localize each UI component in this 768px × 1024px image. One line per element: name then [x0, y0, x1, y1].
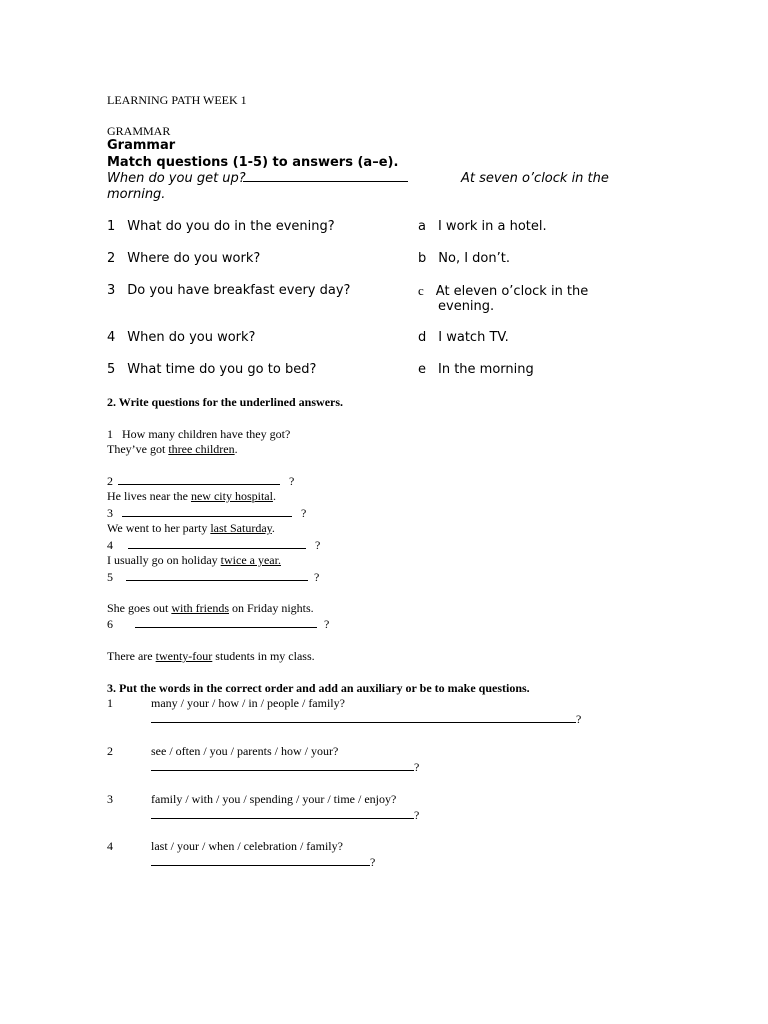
section-label: GRAMMAR [107, 124, 171, 138]
question-blank: ? [151, 760, 419, 775]
question-item: 2 Where do you work? [107, 251, 261, 266]
answer-line[interactable] [135, 617, 317, 628]
example-answer-continued: morning. [107, 187, 166, 202]
exercise-number: 1 [107, 696, 113, 710]
question-blank: 2 ? [107, 474, 295, 488]
word-prompt: many / your / how / in / people / family? [151, 696, 345, 710]
answer-text: There are twenty-four students in my class. [107, 649, 315, 663]
answer-item: c At eleven o’clock in the [418, 283, 589, 299]
answer-text: She goes out with friends on Friday nights. [107, 601, 314, 615]
question-item: 3 Do you have breakfast every day? [107, 283, 351, 298]
example-answer-line [243, 171, 408, 182]
answer-line[interactable] [122, 506, 292, 517]
word-prompt: last / your / when / celebration / family? [151, 839, 343, 853]
exercise-number: 3 [107, 792, 113, 806]
section-heading: Grammar [107, 138, 176, 153]
example-question: When do you get up? [107, 171, 408, 186]
question-blank: 6 ? [107, 617, 330, 631]
match-instruction: Match questions (1-5) to answers (a–e). [107, 155, 399, 170]
word-prompt: see / often / you / parents / how / your? [151, 744, 339, 758]
exercise-number: 2 [107, 744, 113, 758]
answer-line[interactable] [118, 474, 280, 485]
answer-item-continued: evening. [438, 299, 495, 314]
section-3-heading: 3. Put the words in the correct order and add an auxiliary or be to make questions. [107, 681, 530, 695]
question-blank: 5 ? [107, 570, 320, 584]
answer-line[interactable] [128, 538, 306, 549]
question-blank: ? [151, 855, 375, 870]
answer-text: I usually go on holiday twice a year. [107, 553, 281, 567]
question-item: 1 What do you do in the evening? [107, 219, 335, 234]
answer-line[interactable] [151, 855, 370, 866]
answer-text: He lives near the new city hospital. [107, 489, 276, 503]
section-2-heading: 2. Write questions for the underlined answers. [107, 395, 344, 409]
question-blank: ? [151, 712, 581, 727]
question-blank: 3 ? [107, 506, 307, 520]
exercise-number: 4 [107, 839, 113, 853]
question-item: 1 How many children have they got? [107, 427, 291, 441]
document-title: LEARNING PATH WEEK 1 [107, 93, 247, 107]
question-blank: ? [151, 808, 419, 823]
example-answer: At seven o’clock in the [461, 171, 609, 186]
answer-item: e In the morning [418, 362, 534, 377]
answer-text: They’ve got three children. [107, 442, 238, 456]
answer-line[interactable] [151, 760, 414, 771]
answer-item: d I watch TV. [418, 330, 509, 345]
question-item: 5 What time do you go to bed? [107, 362, 317, 377]
answer-line[interactable] [151, 712, 576, 723]
answer-text: We went to her party last Saturday. [107, 521, 275, 535]
answer-line[interactable] [151, 808, 414, 819]
word-prompt: family / with / you / spending / your / time / enjoy? [151, 792, 397, 806]
answer-item: b No, I don’t. [418, 251, 510, 266]
question-item: 4 When do you work? [107, 330, 256, 345]
question-blank: 4 ? [107, 538, 321, 552]
answer-item: a I work in a hotel. [418, 219, 547, 234]
answer-line[interactable] [126, 570, 308, 581]
